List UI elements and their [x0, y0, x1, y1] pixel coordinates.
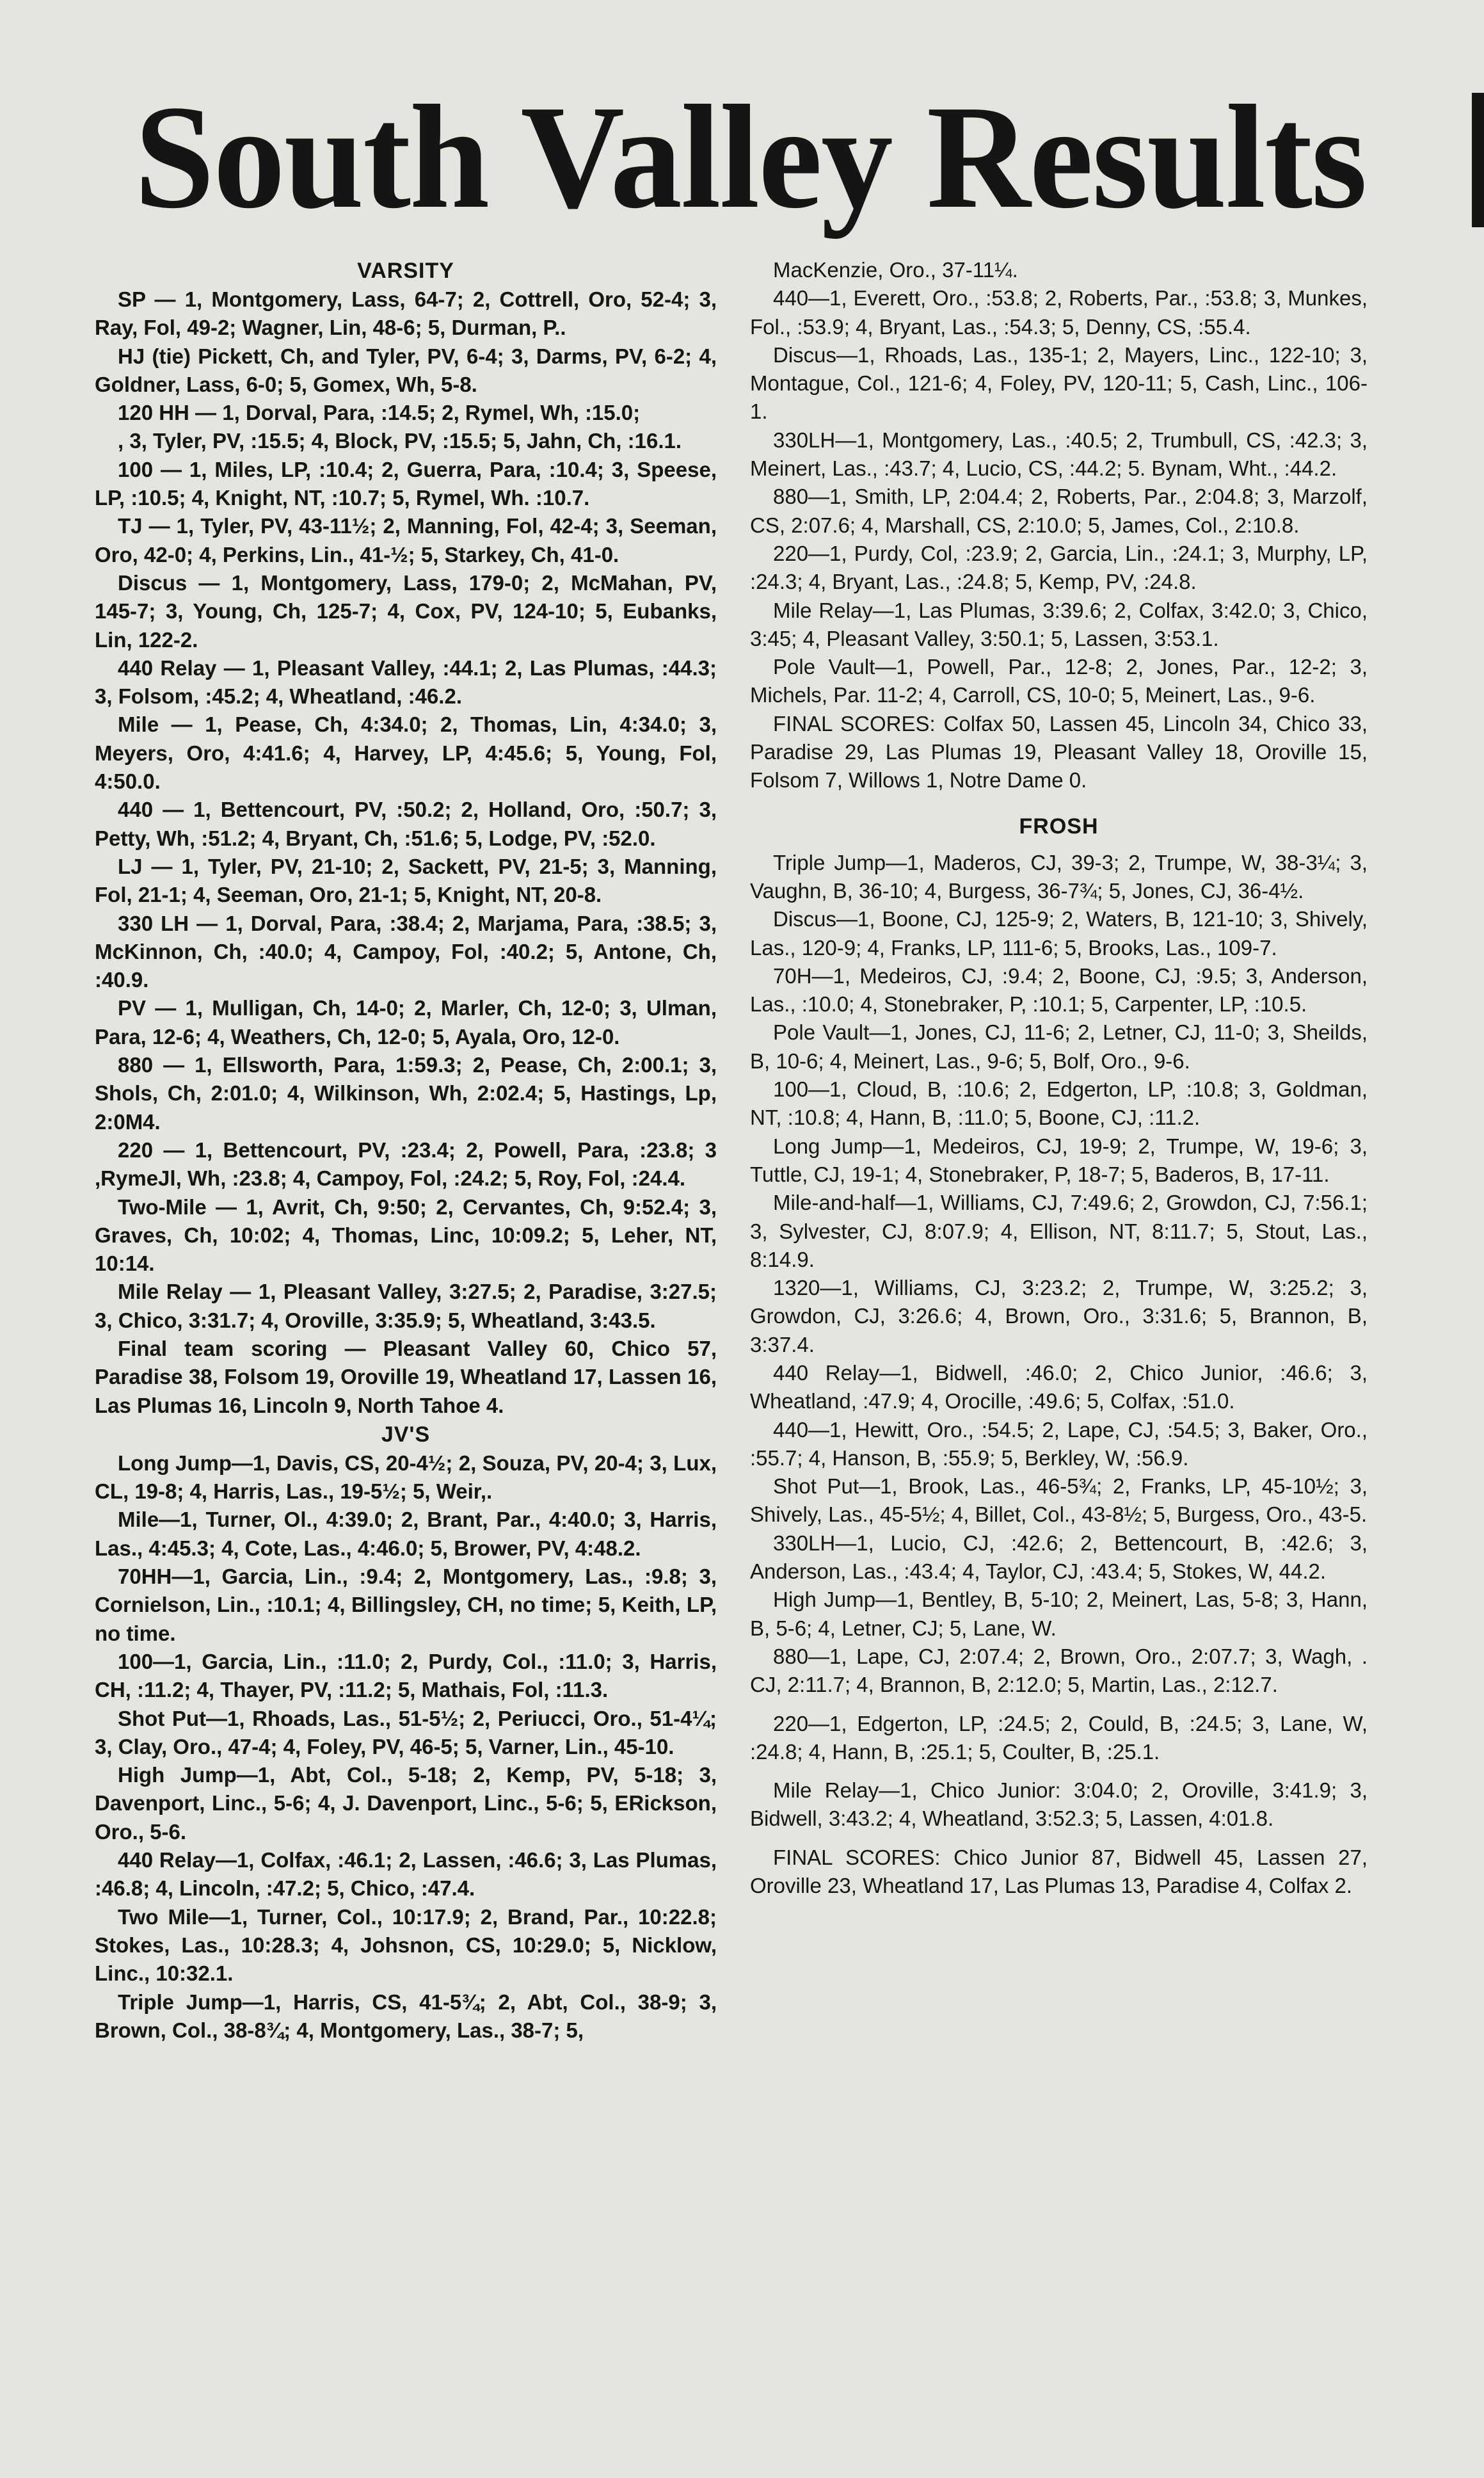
- result-paragraph: Long Jump—1, Medeiros, CJ, 19-9; 2, Trumpe, W, 19-6; 3, Tuttle, CJ, 19-1; 4, Stonebraker, P, 18-7; 5, Baderos, B, 17-11.: [750, 1134, 1368, 1186]
- result-paragraph: 440 — 1, Bettencourt, PV, :50.2; 2, Holland, Oro, :50.7; 3, Petty, Wh, :51.2; 4, Bryant, Ch, :51.6; 5, Lodge, PV, :52.0.: [95, 798, 717, 850]
- result-paragraph: 220—1, Purdy, Col, :23.9; 2, Garcia, Lin., :24.1; 3, Murphy, LP, :24.3; 4, Bryant, Las., :24.8; 5, Kemp, PV, :24.8.: [750, 541, 1368, 594]
- varsity-heading: VARSITY: [357, 259, 454, 283]
- result-paragraph: TJ — 1, Tyler, PV, 43-11½; 2, Manning, Fol, 42-4; 3, Seeman, Oro, 42-0; 4, Perkins, Lin., 41-½; 5, Starkey, Ch, 41-0.: [95, 514, 717, 567]
- result-paragraph: 100—1, Garcia, Lin., :11.0; 2, Purdy, Col., :11.0; 3, Harris, CH, :11.2; 4, Thayer, PV, :11.2; 5, Mathais, Fol, :11.3.: [95, 1649, 717, 1702]
- adjacent-column-fragment: [1472, 93, 1484, 227]
- result-paragraph: Discus — 1, Montgomery, Lass, 179-0; 2, McMahan, PV, 145-7; 3, Young, Ch, 125-7; 4, Cox, PV, 124-10; 5, Eubanks, Lin, 122-2.: [95, 570, 717, 652]
- frosh-heading: FROSH: [1019, 814, 1099, 839]
- result-paragraph: Discus—1, Boone, CJ, 125-9; 2, Waters, B, 121-10; 3, Shively, Las., 120-9; 4, Franks, LP, 111-6; 5, Brooks, Las., 109-7.: [750, 907, 1368, 960]
- result-paragraph: HJ (tie) Pickett, Ch, and Tyler, PV, 6-4; 3, Darms, PV, 6-2; 4, Goldner, Lass, 6-0; 5, Gomex, Wh, 5-8.: [95, 344, 717, 396]
- right-column: [750, 256, 1368, 1900]
- left-column: [95, 256, 717, 2045]
- result-paragraph: 120 HH — 1, Dorval, Para, :14.5; 2, Rymel, Wh, :15.0;: [118, 401, 641, 425]
- frosh-results: [750, 849, 1368, 1901]
- result-paragraph: SP — 1, Montgomery, Lass, 64-7; 2, Cottrell, Oro, 52-4; 3, Ray, Fol, 49-2; Wagner, Lin, 48-6; 5, Durman, P..: [95, 287, 717, 340]
- jv-results: [95, 1449, 717, 2045]
- result-paragraph: 880—1, Lape, CJ, 2:07.4; 2, Brown, Oro., 2:07.7; 3, Wagh, . CJ, 2:11.7; 4, Brannon, B, 2:12.0; 5, Martin, Las., 2:12.7.: [750, 1644, 1368, 1697]
- result-paragraph: 440 Relay—1, Colfax, :46.1; 2, Lassen, :46.6; 3, Las Plumas, :46.8; 4, Lincoln, :47.2; 5, Chico, :47.4.: [95, 1848, 717, 1901]
- result-paragraph: 100 — 1, Miles, LP, :10.4; 2, Guerra, Para, :10.4; 3, Speese, LP, :10.5; 4, Knight, NT, :10.7; 5, Rymel, Wh. :10.7.: [95, 457, 717, 510]
- result-paragraph: 440—1, Everett, Oro., :53.8; 2, Roberts, Par., :53.8; 3, Munkes, Fol., :53.9; 4, Bryant, Las., :54.3; 5, Denny, CS, :55.4.: [750, 286, 1368, 339]
- result-paragraph: 330 LH — 1, Dorval, Para, :38.4; 2, Marjama, Para, :38.5; 3, McKinnon, Ch, :40.0; 4, Campoy, Fol, :40.2; 5, Antone, Ch, :40.9.: [95, 911, 717, 992]
- result-paragraph: 1320—1, Williams, CJ, 3:23.2; 2, Trumpe, W, 3:25.2; 3, Growdon, CJ, 3:26.6; 4, Brown, Oro., 3:31.6; 5, Brannon, B, 3:37.4.: [750, 1276, 1368, 1356]
- result-paragraph: Pole Vault—1, Powell, Par., 12-8; 2, Jones, Par., 12-2; 3, Michels, Par. 11-2; 4, Carroll, CS, 10-0; 5, Meinert, Las., 9-6.: [750, 655, 1368, 707]
- result-paragraph: FINAL SCORES: Colfax 50, Lassen 45, Lincoln 34, Chico 33, Paradise 29, Las Plumas 19, Pleasant Valley 18, Oroville 15, Folsom 7, Willows 1, Notre Dame 0.: [750, 711, 1368, 792]
- result-paragraph: Mile—1, Turner, Ol., 4:39.0; 2, Brant, Par., 4:40.0; 3, Harris, Las., 4:45.3; 4, Cote, Las., 4:46.0; 5, Brower, PV, 4:48.2.: [95, 1508, 717, 1560]
- result-paragraph: 440—1, Hewitt, Oro., :54.5; 2, Lape, CJ, :54.5; 3, Baker, Oro., :55.7; 4, Hanson, B, :55.9; 5, Berkley, W, :56.9.: [750, 1417, 1368, 1470]
- result-paragraph: PV — 1, Mulligan, Ch, 14-0; 2, Marler, Ch, 12-0; 3, Ulman, Para, 12-6; 4, Weathers, Ch, 12-0; 5, Ayala, Oro, 12-0.: [95, 996, 717, 1049]
- result-paragraph: Mile Relay—1, Las Plumas, 3:39.6; 2, Colfax, 3:42.0; 3, Chico, 3:45; 4, Pleasant Valley, 3:50.1; 5, Lassen, 3:53.1.: [750, 598, 1368, 650]
- result-paragraph: Two Mile—1, Turner, Col., 10:17.9; 2, Brand, Par., 10:22.8; Stokes, Las., 10:28.3; 4, Johsnon, CS, 10:29.0; 5, Nicklow, Linc., 10:32.1.: [95, 1904, 717, 1986]
- result-paragraph: Two-Mile — 1, Avrit, Ch, 9:50; 2, Cervantes, Ch, 9:52.4; 3, Graves, Ch, 10:02; 4, Thomas, Linc, 10:09.2; 5, Leher, NT, 10:14.: [95, 1195, 717, 1276]
- result-paragraph: Shot Put—1, Rhoads, Las., 51-5½; 2, Periucci, Oro., 51-4¼; 3, Clay, Oro., 47-4; 4, Foley, PV, 46-5; 5, Varner, Lin., 45-10.: [95, 1706, 717, 1758]
- result-paragraph: 220 — 1, Bettencourt, PV, :23.4; 2, Powell, Para, :23.8; 3 ,RymeJl, Wh, :23.8; 4, Campoy, Fol, :24.2; 5, Roy, Fol, :24.4.: [95, 1138, 717, 1191]
- page-title: South Valley Results: [134, 75, 1366, 239]
- result-paragraph: MacKenzie, Oro., 37-11¼.: [773, 258, 1018, 282]
- result-paragraph: 330LH—1, Lucio, CJ, :42.6; 2, Bettencourt, B, :42.6; 3, Anderson, Las., :43.4; 4, Taylor, CJ, :43.4; 5, Stokes, W, 44.2.: [750, 1531, 1368, 1584]
- result-paragraph: 880—1, Smith, LP, 2:04.4; 2, Roberts, Par., 2:04.8; 3, Marzolf, CS, 2:07.6; 4, Marshall, CS, 2:10.0; 5, James, Col., 2:10.8.: [750, 485, 1368, 537]
- result-paragraph: 440 Relay — 1, Pleasant Valley, :44.1; 2, Las Plumas, :44.3; 3, Folsom, :45.2; 4, Wheatland, :46.2.: [95, 656, 717, 709]
- result-paragraph: Final team scoring — Pleasant Valley 60, Chico 57, Paradise 38, Folsom 19, Oroville 19, Wheatland 17, Lassen 16, Las Plumas 16, Lincoln 9, North Tahoe 4.: [95, 1336, 717, 1417]
- result-paragraph: 440 Relay—1, Bidwell, :46.0; 2, Chico Junior, :46.6; 3, Wheatland, :47.9; 4, Orocille, :49.6; 5, Colfax, :51.0.: [750, 1360, 1368, 1413]
- result-paragraph: Discus—1, Rhoads, Las., 135-1; 2, Mayers, Linc., 122-10; 3, Montague, Col., 121-6; 4, Foley, PV, 120-11; 5, Cash, Linc., 106-1.: [750, 342, 1368, 424]
- result-paragraph: FINAL SCORES: Chico Junior 87, Bidwell 45, Lassen 27, Oroville 23, Wheatland 17, Las Plumas 13, Paradise 4, Colfax 2.: [750, 1845, 1368, 1898]
- result-paragraph: , 3, Tyler, PV, :15.5; 4, Block, PV, :15.5; 5, Jahn, Ch, :16.1.: [118, 429, 682, 453]
- result-paragraph: Pole Vault—1, Jones, CJ, 11-6; 2, Letner, CJ, 11-0; 3, Sheilds, B, 10-6; 4, Meinert, Las., 9-6; 5, Bolf, Oro., 9-6.: [750, 1020, 1368, 1073]
- result-paragraph: Mile Relay — 1, Pleasant Valley, 3:27.5; 2, Paradise, 3:27.5; 3, Chico, 3:31.7; 4, Oroville, 3:35.9; 5, Wheatland, 3:43.5.: [95, 1280, 717, 1332]
- result-paragraph: Mile — 1, Pease, Ch, 4:34.0; 2, Thomas, Lin, 4:34.0; 3, Meyers, Oro, 4:41.6; 4, Harvey, LP, 4:45.6; 5, Young, Fol, 4:50.0.: [95, 712, 717, 794]
- result-paragraph: High Jump—1, Bentley, B, 5-10; 2, Meinert, Las, 5-8; 3, Hann, B, 5-6; 4, Letner, CJ; 5, Lane, W.: [750, 1588, 1368, 1640]
- result-paragraph: 100—1, Cloud, B, :10.6; 2, Edgerton, LP, :10.8; 3, Goldman, NT, :10.8; 4, Hann, B, :11.0; 5, Boone, CJ, :11.2.: [750, 1077, 1368, 1130]
- result-paragraph: Triple Jump—1, Harris, CS, 41-5¾; 2, Abt, Col., 38-9; 3, Brown, Col., 38-8¾; 4, Montgomery, Las., 38-7; 5,: [95, 1990, 717, 2042]
- varsity-results: [95, 286, 717, 1420]
- result-paragraph: Mile-and-half—1, Williams, CJ, 7:49.6; 2, Growdon, CJ, 7:56.1; 3, Sylvester, CJ, 8:07.9; 4, Ellison, NT, 8:11.7; 5, Stout, Las., 8:14.9.: [750, 1191, 1368, 1271]
- result-paragraph: LJ — 1, Tyler, PV, 21-10; 2, Sackett, PV, 21-5; 3, Manning, Fol, 21-1; 4, Seeman, Oro, 21-1; 5, Knight, NT, 20-8.: [95, 854, 717, 907]
- jv-heading: JV'S: [381, 1422, 431, 1447]
- result-paragraph: 70HH—1, Garcia, Lin., :9.4; 2, Montgomery, Las., :9.8; 3, Cornielson, Lin., :10.1; 4, Billingsley, CH, no time; 5, Keith, LP, no time.: [95, 1565, 717, 1645]
- result-paragraph: Shot Put—1, Brook, Las., 46-5¾; 2, Franks, LP, 45-10½; 3, Shively, Las., 45-5½; 4, Billet, Col., 43-8½; 5, Burgess, Oro., 43-5.: [750, 1474, 1368, 1527]
- result-paragraph: 330LH—1, Montgomery, Las., :40.5; 2, Trumbull, CS, :42.3; 3, Meinert, Las., :43.7; 4, Lucio, CS, :44.2; 5. Bynam, Wht., :44.2.: [750, 428, 1368, 481]
- result-paragraph: High Jump—1, Abt, Col., 5-18; 2, Kemp, PV, 5-18; 3, Davenport, Linc., 5-6; 4, J. Davenport, Linc., 5-6; 5, ERickson, Oro., 5-6.: [95, 1763, 717, 1844]
- result-paragraph: Mile Relay—1, Chico Junior: 3:04.0; 2, Oroville, 3:41.9; 3, Bidwell, 3:43.2; 4, Wheatland, 3:52.3; 5, Lassen, 4:01.8.: [750, 1778, 1368, 1831]
- result-paragraph: 880 — 1, Ellsworth, Para, 1:59.3; 2, Pease, Ch, 2:00.1; 3, Shols, Ch, 2:01.0; 4, Wilkinson, Wh, 2:02.4; 5, Hastings, Lp, 2:0M4.: [95, 1053, 717, 1134]
- result-paragraph: 220—1, Edgerton, LP, :24.5; 2, Could, B, :24.5; 3, Lane, W, :24.8; 4, Hann, B, :25.1; 5, Coulter, B, :25.1.: [750, 1711, 1368, 1764]
- result-paragraph: Long Jump—1, Davis, CS, 20-4½; 2, Souza, PV, 20-4; 3, Lux, CL, 19-8; 4, Harris, Las., 19-5½; 5, Weir,.: [95, 1451, 717, 1504]
- jv-results-continued: [750, 256, 1368, 795]
- result-paragraph: 70H—1, Medeiros, CJ, :9.4; 2, Boone, CJ, :9.5; 3, Anderson, Las., :10.0; 4, Stonebraker, P, :10.1; 5, Carpenter, LP, :10.5.: [750, 963, 1368, 1017]
- result-paragraph: Triple Jump—1, Maderos, CJ, 39-3; 2, Trumpe, W, 38-3¼; 3, Vaughn, B, 36-10; 4, Burgess, 36-7¾; 5, Jones, CJ, 36-4½.: [750, 850, 1368, 903]
